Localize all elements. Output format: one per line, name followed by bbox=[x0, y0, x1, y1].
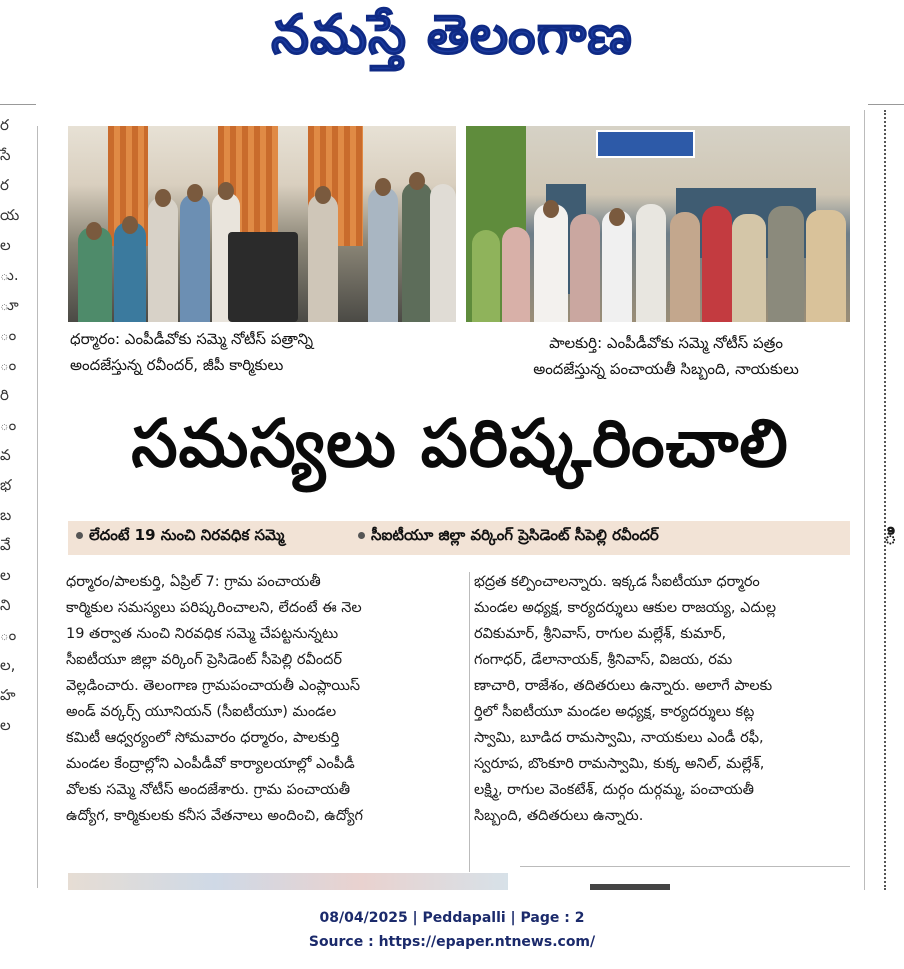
next-article-photo bbox=[68, 873, 508, 890]
adjacent-text-fragment: ం bbox=[0, 356, 17, 374]
adjacent-text-fragment: భ bbox=[0, 476, 12, 494]
body-line: కమిటీ ఆధ్వర్యంలో సోమవారం ధర్మారం, పాలకుర్తి bbox=[66, 730, 340, 746]
article-body-left bbox=[66, 569, 464, 829]
adjacent-text-fragment: ం bbox=[0, 326, 17, 344]
adjacent-text-fragment: ర bbox=[0, 116, 9, 134]
body-line: కార్మికుల సమస్యలు పరిష్కరించాలని, లేదంటే ఈ నెల bbox=[66, 600, 362, 616]
adjacent-text-fragment: ర bbox=[0, 176, 9, 194]
divider bbox=[868, 104, 904, 105]
adjacent-text-fragment: వ bbox=[0, 446, 11, 464]
next-article-heading bbox=[590, 884, 670, 890]
body-line: ణాచారి, రాజేశం, తదితరులు ఉన్నారు. అలాగే పాలకు bbox=[474, 678, 773, 694]
photo-caption-2 bbox=[480, 330, 852, 382]
adjacent-text-fragment: య bbox=[0, 206, 20, 224]
body-line: భద్రత కల్పించాలన్నారు. ఇక్కడ సీఐటీయూ ధర్మారం bbox=[474, 574, 760, 590]
adjacent-text-fragment: బ bbox=[0, 506, 12, 524]
divider bbox=[0, 104, 36, 105]
body-line: స్వామి, బూడిద రామస్వామి, నాయకులు ఎండీ రఫీ, bbox=[474, 730, 764, 746]
newspaper-logo: నమస్తే తెలంగాణ bbox=[271, 2, 633, 66]
body-line: వోలకు సమ్మె నోటీస్ అందజేశారు. గ్రామ పంచాయతీ bbox=[66, 782, 351, 798]
body-line: ఉద్యోగ, కార్మికులకు కనీస వేతనాలు అందించి, ఉద్యోగ bbox=[66, 808, 363, 824]
article-body-right bbox=[474, 569, 854, 829]
body-line: సిబ్బంది, తదితరులు ఉన్నారు. bbox=[474, 808, 644, 824]
body-line: గంగాధర్, డేలానాయక్, శ్రీనివాస్, విజయ, రమ bbox=[474, 652, 733, 668]
adjacent-text-fragment: ల, bbox=[0, 656, 16, 674]
body-line: అండ్ వర్కర్స్ యూనియన్ (సీఐటీయూ) మండల bbox=[66, 704, 337, 720]
footer-date-edition: 08/04/2025 | Peddapalli | Page : 2 bbox=[319, 910, 585, 926]
body-line: మండల కేంద్రాల్లోని ఎంపీడీవో కార్యాలయాల్లో ఎంపీడీ bbox=[66, 756, 355, 772]
photo-dharmaram bbox=[68, 126, 456, 322]
column-divider bbox=[469, 572, 470, 872]
body-line: రవికుమార్, శ్రీనివాస్, రాగుల మల్లేశ్, కుమార్, bbox=[474, 626, 727, 642]
adjacent-text-fragment: ల bbox=[0, 716, 11, 734]
adjacent-text-fragment: ల bbox=[0, 236, 11, 254]
caption-line: పాలకుర్తి: ఎంపీడీవోకు సమ్మె నోటీస్ పత్రం bbox=[549, 334, 783, 352]
adjacent-text-fragment: ని bbox=[0, 596, 11, 614]
adjacent-column-left bbox=[0, 110, 20, 890]
adjacent-text-fragment: సే bbox=[0, 146, 11, 164]
body-line: వెల్లడించారు. తెలంగాణ గ్రామపంచాయతీ ఎంప్లాయిస్ bbox=[66, 678, 361, 694]
divider bbox=[520, 866, 850, 867]
adjacent-text-fragment: హ bbox=[0, 686, 16, 704]
footer-source: Source : https://epaper.ntnews.com/ bbox=[308, 934, 596, 950]
body-line: సీఐటీయూ జిల్లా వర్కింగ్ ప్రెసిడెంట్ సీపెల్లి రవీందర్ bbox=[66, 652, 343, 668]
body-line: ధర్మారం/పాలకుర్తి, ఏప్రిల్ 7: గ్రామ పంచాయతీ bbox=[66, 574, 321, 590]
body-line: ర్తిలో సీఐటీయూ మండల అధ్యక్ష, కార్యదర్శులు కట్ల bbox=[474, 704, 755, 720]
body-line: లక్ష్మి, రాగుల వెంకటేశ్, దుర్గం దుర్గమ్మ, పంచాయతీ bbox=[474, 782, 754, 798]
subheadline-1: లేదంటే 19 నుంచి నిరవధిక సమ్మె bbox=[76, 526, 284, 548]
subheadline-2: సీఐటీయూ జిల్లా వర్కింగ్ ప్రెసిడెంట్ సీపెల్లి రవీందర్ bbox=[358, 526, 659, 548]
caption-line: అందజేస్తున్న రవీందర్, జీపీ కార్మికులు bbox=[70, 356, 284, 374]
page-footer bbox=[0, 906, 904, 954]
adjacent-text-fragment: ం bbox=[0, 626, 17, 644]
caption-line: అందజేస్తున్న పంచాయతీ సిబ్బంది, నాయకులు bbox=[533, 360, 799, 378]
adjacent-text-fragment: ూ bbox=[0, 296, 19, 314]
adjacent-text-fragment: రి bbox=[0, 386, 9, 404]
body-line: 19 తర్వాత నుంచి నిరవధిక సమ్మె చేపట్టనున్నటు bbox=[66, 626, 339, 642]
adjacent-text-fragment: వే bbox=[0, 536, 11, 554]
subheadline-bar bbox=[68, 521, 850, 555]
caption-line: ధర్మారం: ఎంపీడీవోకు సమ్మె నోటీస్ పత్రాన్ని bbox=[70, 330, 314, 348]
body-line: మండల అధ్యక్ష, కార్యదర్శులు ఆకుల రాజయ్య, ఎదుల్ల bbox=[474, 600, 776, 616]
adjacent-text-fragment: ు. bbox=[0, 266, 19, 284]
photo-palakurthi bbox=[466, 126, 850, 322]
body-line: స్వరూప, బొంకూరి రామస్వామి, కుక్క అనిల్, మల్లేశ్, bbox=[474, 756, 765, 772]
photo-caption-1 bbox=[70, 326, 460, 378]
column-divider bbox=[37, 126, 38, 888]
adjacent-text-fragment: ం bbox=[0, 416, 17, 434]
adjacent-column-right bbox=[878, 110, 904, 890]
column-divider bbox=[864, 110, 865, 890]
adjacent-mark: ి bbox=[884, 525, 897, 550]
article-headline: సమస్యలు పరిష్కరించాలి bbox=[131, 405, 789, 482]
adjacent-text-fragment: ల bbox=[0, 566, 11, 584]
masthead bbox=[0, 0, 904, 80]
